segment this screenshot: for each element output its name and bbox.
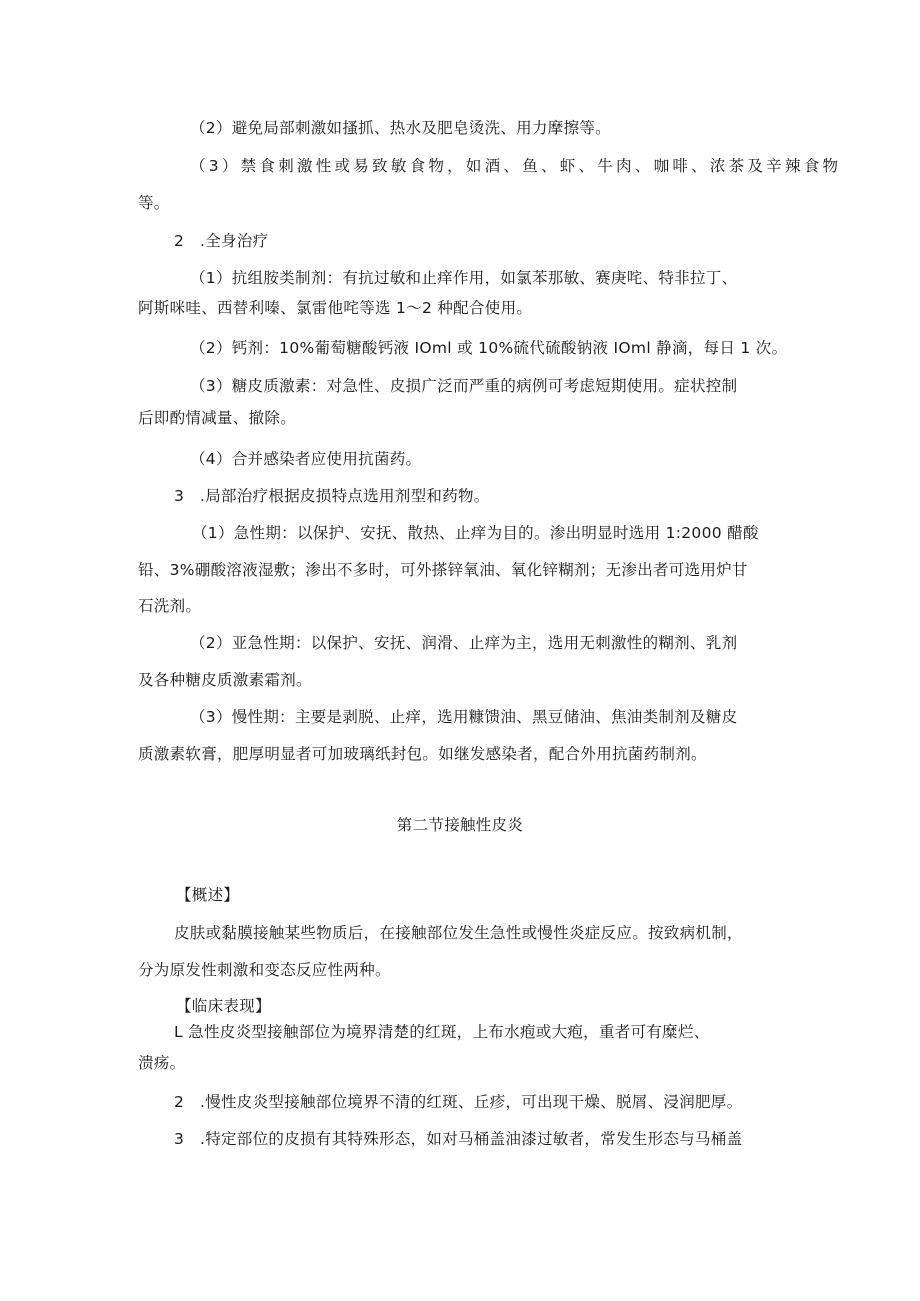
- text-line: 3 .特定部位的皮损有其特殊形态，如对马桶盖油漆过敏者，常发生形态与马桶盖: [174, 1130, 743, 1148]
- text-line: （4）合并感染者应使用抗菌药。: [190, 450, 422, 468]
- text-line: 质激素软膏，肥厚明显者可加玻璃纸封包。如继发感染者，配合外用抗菌药制剂。: [138, 745, 707, 763]
- text-line: 等。: [138, 194, 170, 212]
- text-line: （3）糖皮质激素：对急性、皮损广泛而严重的病例可考虑短期使用。症状控制: [190, 377, 738, 395]
- text-line: 铅、3%硼酸溶液湿敷；渗出不多时，可外搽锌氧油、氧化锌糊剂；无渗出者可选用炉甘: [138, 561, 748, 579]
- text-line: 溃疡。: [138, 1054, 186, 1072]
- text-line: （1）抗组胺类制剂：有抗过敏和止痒作用，如氯苯那敏、赛庚咤、特非拉丁、: [190, 269, 738, 287]
- text-line: （3）慢性期：主要是剥脱、止痒，选用糠馈油、黑豆储油、焦油类制剂及糖皮: [190, 708, 738, 726]
- text-line: 及各种糖皮质激素霜剂。: [138, 671, 312, 689]
- text-line: （2）避免局部刺激如搔抓、热水及肥皂烫洗、用力摩擦等。: [190, 119, 611, 137]
- text-line: （3）禁食刺激性或易致敏食物，如酒、鱼、虾、牛肉、咖啡、浓茶及辛辣食物: [190, 157, 838, 175]
- subsection-heading: 【概述】: [176, 886, 240, 904]
- text-line: L 急性皮炎型接触部位为境界清楚的红斑，上布水疱或大疱，重者可有糜烂、: [174, 1023, 710, 1041]
- section-title: 第二节接触性皮炎: [396, 816, 524, 834]
- text-line: 石洗剂。: [138, 597, 202, 615]
- section-heading: 2 .全身治疗: [174, 232, 269, 250]
- subsection-heading: 【临床表现】: [176, 997, 271, 1015]
- text-line: 皮肤或黏膜接触某些物质后，在接触部位发生急性或慢性炎症反应。按致病机制，: [174, 924, 743, 942]
- text-line: 阿斯咪哇、西替利嗪、氯雷他咤等选 1～2 种配合使用。: [138, 299, 533, 317]
- text-line: （2）钙剂：10%葡萄糖酸钙液 IOml 或 10%硫代硫酸钠液 IOml 静滴，每日 1 次。: [190, 339, 788, 357]
- text-line: （1）急性期：以保护、安抚、散热、止痒为目的。渗出明显时选用 1:2000 醋酸: [192, 524, 759, 542]
- text-line: （2）亚急性期：以保护、安抚、润滑、止痒为主，选用无刺激性的糊剂、乳剂: [190, 634, 738, 652]
- text-line: 分为原发性刺激和变态反应性两种。: [138, 961, 391, 979]
- section-heading: 3 .局部治疗根据皮损特点选用剂型和药物。: [174, 487, 490, 505]
- text-line: 2 .慢性皮炎型接触部位境界不清的红斑、丘疹，可出现干燥、脱屑、浸润肥厚。: [174, 1093, 743, 1111]
- text-line: 后即酌情减量、撤除。: [138, 409, 297, 427]
